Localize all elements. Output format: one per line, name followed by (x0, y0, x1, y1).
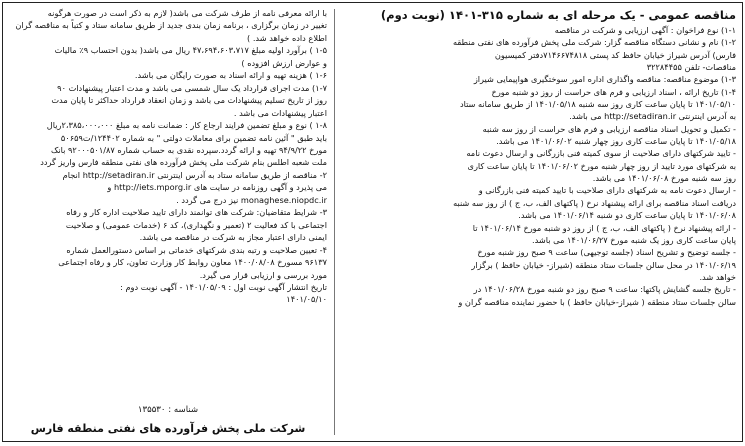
left-text-line: ۱-۶ ) هزینه تهیه و ارائه اسناد به صورت رایگان می باشد. (134, 70, 327, 81)
right-text-line: - تکمیل و تحویل اسناد مناقصه ارزیابی و فرم های حراست از روز سه شنبه (482, 123, 736, 134)
notice-id: شناسه : ۱۳۵۵۳۰ (137, 405, 199, 415)
right-text-line: - تایید شرکتهای دارای صلاحیت از سوی کمیته فنی بازرگانی و ارسال دعوت نامه (466, 148, 736, 159)
left-text-line: مورد بررسی و ارزیابی قرار می گیرد. (199, 269, 327, 280)
company-signature: شرکت ملی پخش فرآورده های نفتی منطقه فارس (30, 422, 306, 435)
right-text-line: سالن جلسات ستاد منطقه ( شیراز-خیابان حافظ ) با حضور نماینده مناقصه گران و (458, 296, 736, 307)
right-column (338, 7, 736, 437)
left-text-line: اجتماعی با کد فعالیت ۲ (تعمیر و نگهداری)، کد ۶ (خدمات عمومی) و صلاحیت (65, 219, 327, 230)
notice-title: مناقصه عمومی - یک مرحله ای به شماره ۳۱۵-۱۴۰۱ (نوبت دوم) (380, 8, 736, 22)
left-text-line: ۱۴۰۱/۰۵/۱۰ (286, 294, 327, 305)
left-text-line: با ارائه معرفی نامه از طرف شرکت می باشد( لازم به ذکر است در صورت هرگونه (47, 8, 327, 18)
left-text-line: ۱-۸ ) نوع و مبلغ تضمین فرایند ارجاع کار : ضمانت نامه به مبلغ ۲،۳۸۵،۰۰۰،۰۰۰ریال (46, 120, 327, 131)
right-text-line: به شرکتهای مورد تایید از روز چهار شنبه مورخ ۱۴۰۱/۰۶/۰۲ تا پایان ساعت کاری (467, 160, 736, 171)
right-text-line: خواهد شد. (699, 271, 736, 282)
right-text-line: ۱۴۰۱/۰۶/۱۹ در محل سالن جلسات ستاد منطقه (شیراز- خیابان حافظ ) برگزار (471, 259, 736, 270)
right-text-line: فارس) آدرس شیراز خیابان حافظ کد پستی ۷۱۴۶۶۷۴۸۱۸دفتر کمیسیون (494, 49, 736, 60)
left-text-line: و عوارض ارزش افزوده ) (241, 57, 327, 68)
right-text-line: مناقصات- تلفن ۳۲۲۸۴۴۵۵ (646, 62, 736, 73)
right-text-line: روز سه شنبه مورخ ۱۴۰۱/۰۶/۰۸ می باشد. (592, 173, 736, 184)
right-text-line: ۱۴۰۱/۰۵/۱۰ تا پایان ساعت کاری روز سه شنبه ۱۴۰۱/۰۵/۱۸ از طریق سامانه ستاد (459, 99, 736, 110)
right-text-line: ۱-۲) نام و نشانی دستگاه مناقصه گزار: شرکت ملی پخش فرآورده های نفتی منطقه (452, 37, 736, 48)
left-text-line: اعتبار پیشنهادات می باشد . (233, 107, 327, 118)
right-text-line: پایان ساعت کاری روز یک شنبه مورخ ۱۴۰۱/۰۶/۲۷ می باشد. (532, 234, 736, 245)
left-text-line: اطلاع داده خواهد شد. ) (247, 32, 327, 43)
left-text-line: ۱-۵ ) برآورد اولیه مبلغ ۴۷،۶۹۴،۶۰۳،۷۱۷ ریال می باشد( بدون احتساب ۹٪ مالیات (54, 45, 327, 56)
left-text-line: ملت شعبه اطلس بنام شرکت ملی پخش فرآورده های نفتی منطقه فارس واریز گردد (40, 157, 327, 168)
right-text-line: ۱۴۰۱/۰۵/۱۸ تا پایان ساعت کاری روز چهار شنبه ۱۴۰۱/۰۶/۰۲ می باشد. (496, 136, 736, 147)
right-text-line: ۱۴۰۱/۰۶/۰۸ تا پایان ساعت کاری دو شنبه ۱۴۰۱/۰۶/۱۴ می باشد. (518, 210, 736, 221)
right-text-line: دریافت اسناد مناقصه برای ارائه پیشنهاد نرخ ( پاکتهای الف، ب، ج ) از روز سه شنبه (453, 197, 736, 208)
right-text-line: به آدرس اینترنتی http://setadiran.ir می باشد. (569, 111, 736, 122)
right-text-line: ۱-۱) نوع فراخوان : آگهی ارزیابی و شرکت در مناقصه (554, 25, 736, 35)
left-text-line: ۴- تعیین صلاحیت و رتبه بندی شرکتهای خدماتی بر اساس دستورالعمل شماره (66, 244, 327, 255)
tender-notice (2, 2, 743, 442)
column-divider (334, 9, 335, 435)
left-text-line: ایمنی دارای اعتبار مجاز به شرکت در مناقصه می باشد. (139, 232, 327, 243)
left-column (9, 7, 327, 437)
left-text-line: ۲- مناقصه از طریق سامانه ستاد به آدرس اینترنتی http://setadiran.ir انجام (62, 169, 327, 180)
left-text-line: تغییر در زمان برگزاری ، برنامه زمان بندی جدید از طریق سامانه ستاد و کتباً به مناقصه گران (15, 20, 327, 31)
right-text-line: - ارسال دعوت نامه به شرکتهای دارای صلاحیت با تایید کمیته فنی بازرگانی و (478, 185, 736, 196)
left-text-line: می پذیرد و آگهی روزنامه در سایت های http://iets.mporg.ir و (107, 182, 327, 193)
left-text-line: باید طبق " آئین نامه تضمین برای معاملات دولتی " به شماره ۱۲۴۴۰۲/ت۵۰۶۵۹ (60, 132, 327, 143)
left-text-line: ۹۶۱۳۷ مسورخ ۱۴۰۰/۰۸/۰۸ معاون روابط کار وزارت تعاون، کار و رفاه اجتماعی (58, 257, 327, 268)
right-text-line: - جلسه توضیح و تشریح اسناد (جلسه توجیهی) ساعت ۹ صبح روز شنبه مورخ (477, 247, 736, 258)
right-text-line: - تاریخ جلسه گشایش پاکتها: ساعت ۹ صبح روز دو شنبه مورخ ۱۴۰۱/۰۶/۲۸ در (473, 284, 736, 295)
left-text-line: monaghese.niopdc.ir نیز درج می گردد . (176, 194, 327, 205)
left-text-line: روز از تاریخ تسلیم پیشنهادات می باشد و زمان انعقاد قرارداد حداکثر تا پایان مدت (51, 95, 327, 106)
right-text-line: - ارائه پیشنهاد نرخ ( پاکتهای الف، ب، ج ) از روز دو شنبه مورخ ۱۴۰۱/۰۶/۱۴ تا (472, 222, 736, 233)
left-text-line: مورخ ۹۴/۹/۲۲ تهیه و ارائه گردد.سپرده نقدی به حساب شماره ۹۲۰۰۰۵۰۱/۸۷ بانک (51, 144, 327, 155)
left-text-block (9, 7, 327, 306)
right-text-line: ۱-۳) موضوع مناقصه: مناقصه واگذاری اداره امور سوختگیری هواپیمایی شیراز (473, 74, 736, 85)
right-text-block (338, 24, 736, 308)
right-text-line: ۱-۴) تاریخ ارائه ، اسناد ارزیابی و فرم های حراست از روز دو شنبه مورخ (491, 86, 736, 97)
left-text-line: ۱-۷) مدت اجرای قرارداد یک سال شمسی می باشد و مدت اعتبار پیشنهادات ۹۰ (57, 82, 327, 93)
left-text-line: تاریخ انتشار آگهی نوبت اول : ۱۴۰۱/۰۵/۰۹ - آگهی نوبت دوم : (120, 281, 327, 292)
left-text-line: ۳- شرایط متقاضیان: شرکت های توانمند دارای تایید صلاحیت اداره کار و رفاه (66, 207, 327, 218)
